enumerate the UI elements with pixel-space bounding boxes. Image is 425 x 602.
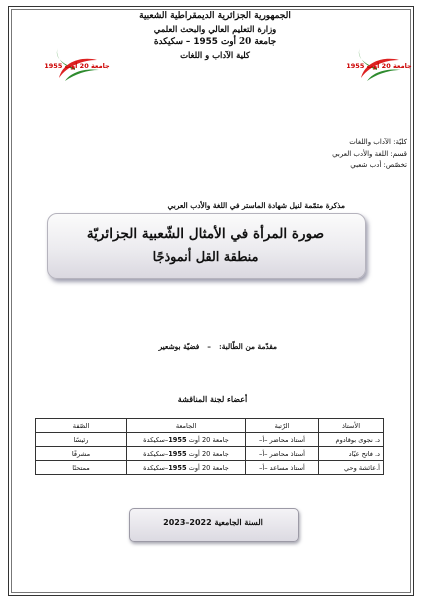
jury-header-row	[36, 419, 384, 433]
member-university: جامعة 20 أوت 1955–سكيكدة	[127, 447, 246, 461]
memo-subtitle: مذكرة متمّمة لنيل شهادة الماستر في اللغة والأدب العربي	[167, 201, 345, 210]
jury-title: أعضاء لجنة المناقشة	[177, 394, 248, 404]
col-role: الصّفة	[36, 419, 127, 433]
member-role: ممتحنًا	[36, 461, 127, 475]
title-box	[47, 213, 366, 279]
member-rank: أستاذ مساعد –أ–	[246, 461, 319, 475]
member-name: أ.عائشة وحي	[319, 461, 384, 475]
thesis-title: صورة المرأة في الأمثال الشّعبية الجزائريّة	[86, 226, 325, 242]
table-row	[36, 447, 384, 461]
university-name: جامعة 20 أوت 1955 – سكيكدة	[153, 37, 277, 47]
page-border-inner	[11, 9, 411, 593]
member-university: جامعة 20 أوت 1955–سكيكدة	[127, 461, 246, 475]
table-row	[36, 461, 384, 475]
col-university: الجامعة	[127, 419, 246, 433]
student-label: مقدّمة من الطّالبة:	[218, 342, 277, 351]
col-professor: الأستاذ	[319, 419, 384, 433]
member-name: د. فاتح عيّاد	[319, 447, 384, 461]
jury-table	[35, 418, 384, 475]
student-dash: –	[207, 342, 211, 351]
member-rank: أستاذ محاضر –أ–	[246, 433, 319, 447]
member-rank: أستاذ محاضر –أ–	[246, 447, 319, 461]
member-role: مشرفًا	[36, 447, 127, 461]
logo-text: جامعة 20 أوت 1955	[44, 62, 110, 70]
department-info	[332, 137, 407, 172]
faculty-line: كليّة: الآداب واللغات	[349, 138, 407, 146]
logo-text: جامعة 20 أوت 1955	[346, 62, 412, 70]
specialty-line: تخصّص: أدب شعبي	[350, 161, 407, 169]
university-logo-left	[44, 44, 110, 86]
thesis-subtitle: منطقة القل أنموذجًا	[152, 250, 259, 265]
university-logo-right	[346, 44, 412, 86]
academic-year-value: 2022–2023	[163, 518, 212, 527]
faculty-name: كلية الآداب و اللغات	[180, 50, 250, 60]
col-rank: الرّتبة	[246, 419, 319, 433]
republic-name: الجمهورية الجزائرية الديمقراطية الشعبية	[139, 11, 291, 21]
table-row	[36, 433, 384, 447]
student-line	[159, 342, 277, 351]
student-name: فضيّة بوشعير	[158, 342, 200, 351]
academic-year-label: السنة الجامعية	[214, 517, 263, 527]
ministry-name: وزارة التعليم العالي والبحث العلمي	[153, 24, 277, 34]
academic-year	[129, 517, 297, 527]
department-line: قسم: اللغة والأدب العربي	[332, 149, 407, 158]
institution-header	[120, 10, 310, 62]
member-role: رئيسًا	[36, 433, 127, 447]
member-university: جامعة 20 أوت 1955–سكيكدة	[127, 433, 246, 447]
member-name: د. نجوى بوقادوم	[319, 433, 384, 447]
